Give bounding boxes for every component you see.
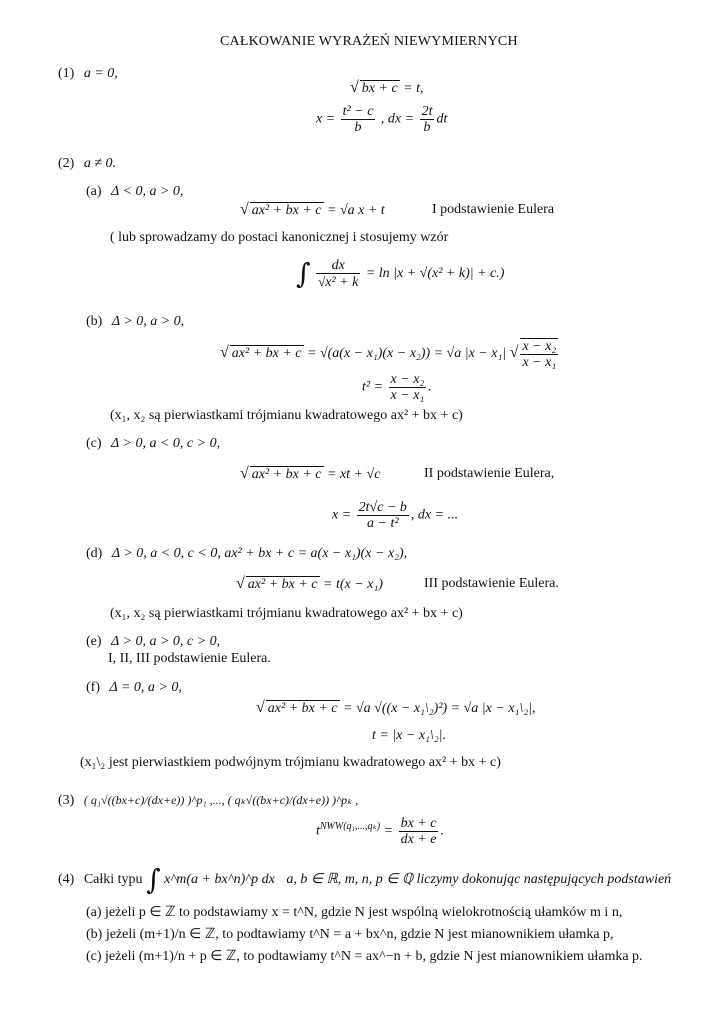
section-4-intro: Całki typu [83, 872, 143, 888]
eq-x-lhs: x = [316, 111, 336, 127]
case-e-label: (e) [86, 634, 102, 649]
fraction [316, 258, 360, 290]
case-c-equation: √ ax² + bx + c = xt + √c [240, 465, 381, 482]
section-1-eq1-rhs: = t, [403, 81, 424, 96]
page-title: CAŁKOWANIE WYRAŻEŃ NIEWYMIERNYCH [220, 34, 518, 49]
case-b-header [86, 314, 184, 330]
integral-sign: ∫ [296, 257, 311, 290]
section-4-condition: a, b ∈ ℝ, m, n, p ∈ ℚ liczymy dokonując następujących podstawień [286, 872, 672, 888]
case-a-equation: √ ax² + bx + c = √a x + t [240, 201, 385, 218]
case-c-header [86, 436, 220, 452]
numerator: x − x₂ [522, 339, 557, 354]
case-e-note: I, II, III podstawienie Eulera. [108, 651, 271, 666]
section-4-label: (4) [58, 872, 75, 888]
section-3-t-equation [316, 816, 444, 847]
section-2-header [58, 156, 116, 172]
case-c-label: (c) [86, 436, 102, 451]
case-d-note: III podstawienie Eulera. [424, 576, 559, 591]
denominator: x − x₁ [522, 355, 557, 370]
fraction [399, 816, 439, 847]
case-b-condition: Δ > 0, a > 0, [111, 314, 185, 329]
section-4-item-a: (a) jeżeli p ∈ ℤ to podstawiamy x = t^N, gdzie N jest wspólną wielokrotnością ułamków m i n, [86, 905, 623, 920]
case-d-rhs: = t(x − x₁) [323, 577, 383, 592]
denominator: b [341, 119, 376, 135]
denominator: a − t² [357, 515, 409, 531]
equals-sign: = [383, 823, 394, 839]
case-f-rhs: = √a √((x − x₁\₂)²) = √a |x − x₁\₂|, [343, 701, 536, 716]
case-a-rhs: = √a x + t [327, 203, 385, 218]
case-f-condition: Δ = 0, a > 0, [109, 680, 182, 695]
case-a-label: (a) [86, 184, 102, 199]
case-d-label: (d) [86, 546, 103, 561]
case-c-condition: Δ > 0, a < 0, c > 0, [111, 436, 221, 451]
section-3-header [58, 792, 358, 809]
denominator-text: x² + k [325, 275, 359, 290]
t-exponent: NWW(q₁,...,qₖ) [319, 821, 381, 833]
fraction [389, 372, 427, 403]
case-a-header [86, 184, 183, 200]
case-f-label: (f) [86, 680, 100, 695]
t-squared-lhs: t² = [362, 379, 384, 395]
fraction [357, 500, 409, 531]
fraction [341, 104, 376, 135]
numerator: 2t√c − b [358, 500, 407, 515]
case-d-condition: Δ > 0, a < 0, c < 0, ax² + bx + c = a(x − x₁)(x − x₂), [111, 546, 408, 561]
numerator: x − x₂ [390, 372, 425, 387]
numerator: bx + c [400, 816, 437, 831]
case-b-note: (x₁, x₂ są pierwiastkami trójmianu kwadratowego ax² + bx + c) [110, 408, 463, 423]
integral-sign: ∫ [146, 863, 161, 896]
numerator: t² − c [342, 104, 374, 119]
dx-tail: , dx = ... [410, 507, 459, 523]
section-1-header [58, 66, 118, 82]
section-3-expression: ( q₁√((bx+c)/(dx+e)) )^p₁ ,..., ( qₖ√((bx+c)/(dx+e)) )^pₖ , [83, 793, 359, 807]
denominator: dx + e [400, 832, 437, 847]
case-f-header [86, 680, 182, 696]
denominator: x − x₁ [390, 388, 425, 403]
section-4-header [58, 863, 672, 896]
case-d-note-2: (x₁, x₂ są pierwiastkami trójmianu kwadratowego ax² + bx + c) [110, 606, 463, 621]
section-1-equation-1: √ bx + c = t, [350, 79, 424, 96]
case-a-integral [296, 258, 504, 290]
case-f-note: (x₁\₂ jest pierwiastkiem podwójnym trójmianu kwadratowego ax² + bx + c) [80, 755, 501, 770]
case-f-equation: √ ax² + bx + c = √a √((x − x₁\₂)²) = √a |x − x₁\₂|, [256, 699, 536, 716]
denominator: b [420, 119, 435, 135]
eq-tail: dt [436, 111, 448, 127]
section-1-equation-2 [316, 104, 447, 135]
case-d-header [86, 546, 407, 562]
denominator: √x² + k [318, 274, 359, 290]
eq-dx: , dx = [380, 111, 415, 127]
case-d-equation: √ ax² + bx + c = t(x − x₁) [236, 575, 383, 592]
section-1-condition: a = 0, [83, 66, 118, 81]
section-4-item-b: (b) jeżeli (m+1)/n ∈ ℤ, to podtawiamy t^N = a + bx^n, gdzie N jest mianownikiem ułamka p, [86, 927, 614, 942]
case-a-condition: Δ < 0, a > 0, [111, 184, 184, 199]
section-2-label: (2) [58, 156, 75, 171]
numerator: dx [331, 258, 345, 273]
case-e-header [86, 634, 220, 650]
section-2-condition: a ≠ 0. [83, 156, 117, 171]
period: . [440, 823, 444, 839]
t-symbol: t [316, 823, 320, 839]
integral-rhs: = ln |x + √(x² + k)| + c.) [365, 266, 505, 282]
section-1-label: (1) [58, 66, 75, 81]
case-b-t-equation: t² = $\frac{\text{x − x₂}}{\text{x − x₁}}$ . [362, 372, 432, 403]
case-a-note: I podstawienie Eulera [432, 202, 555, 217]
case-b-equation: √ ax² + bx + c = √(a(x − x₁)(x − x₂)) = √a |x − x₁| √ $\frac{\text{x − x₂}}{\text{x − x₁}}$ [220, 339, 557, 370]
case-b-label: (b) [86, 314, 103, 329]
case-f-t-equation: t = |x − x₁\₂|. [372, 728, 447, 743]
fraction [420, 104, 435, 135]
case-e-condition: Δ > 0, a > 0, c > 0, [111, 634, 221, 649]
case-c-note: II podstawienie Eulera, [424, 466, 555, 481]
case-a-alternative: ( lub sprowadzamy do postaci kanonicznej i stosujemy wzór [110, 230, 449, 245]
case-c-x-equation [332, 500, 458, 531]
section-4-item-c: (c) jeżeli (m+1)/n + p ∈ ℤ, to podtawiamy t^N = ax^−n + b, gdzie N jest mianownikiem ułamka p. [86, 949, 643, 964]
case-c-rhs: = xt + √c [327, 467, 381, 482]
fraction [520, 338, 558, 370]
section-4-integrand: x^m(a + bx^n)^p dx [164, 872, 275, 888]
case-b-rhs: = √(a(x − x₁)(x − x₂)) = √a |x − x₁| [307, 346, 507, 362]
numerator: 2t [421, 104, 433, 119]
section-3-label: (3) [58, 793, 75, 808]
x-lhs: x = [332, 507, 352, 523]
